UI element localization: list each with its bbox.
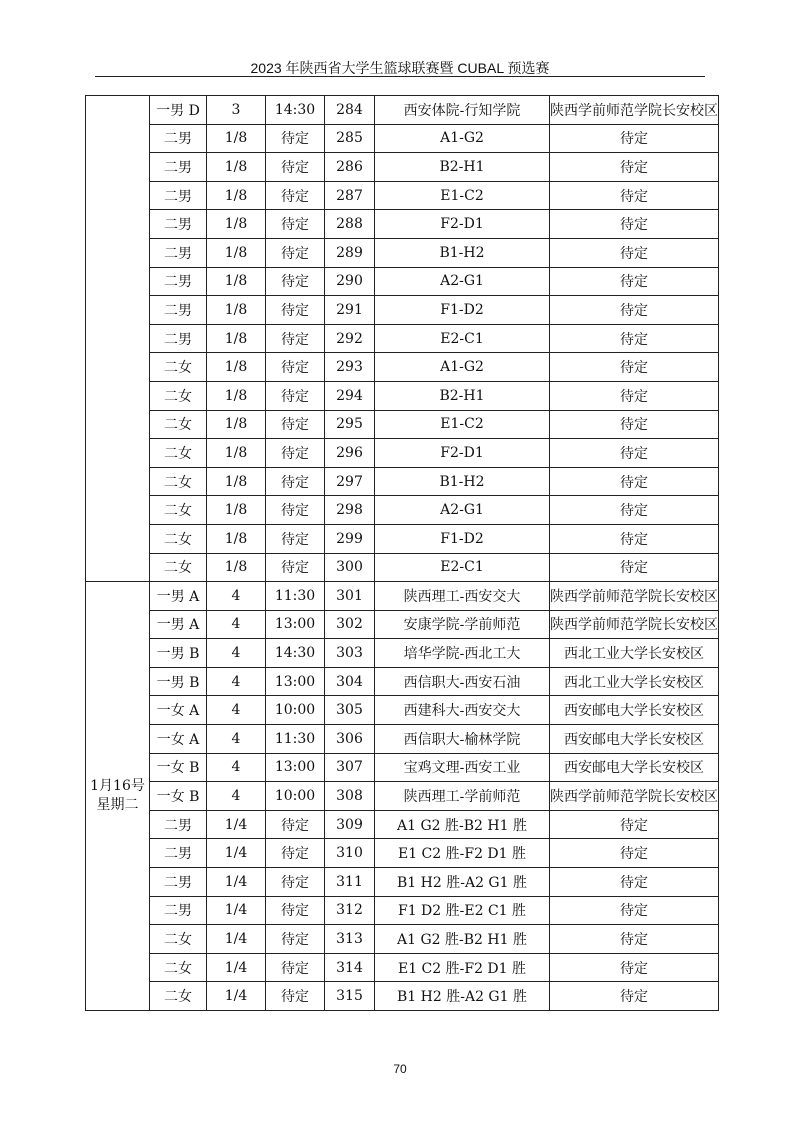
venue-cell: 待定	[550, 238, 719, 267]
match-number-cell: 297	[325, 467, 375, 496]
match-number-cell: 301	[325, 582, 375, 611]
round-cell: 1/8	[207, 124, 266, 153]
round-cell: 1/4	[207, 925, 266, 954]
time-cell: 待定	[266, 439, 325, 468]
time-cell: 待定	[266, 553, 325, 582]
match-number-cell: 313	[325, 925, 375, 954]
table-row	[86, 982, 719, 1011]
match-number-cell: 286	[325, 153, 375, 182]
round-cell: 1/8	[207, 553, 266, 582]
venue-cell: 待定	[550, 296, 719, 325]
time-cell: 待定	[266, 953, 325, 982]
venue-cell: 西北工业大学长安校区	[550, 639, 719, 668]
time-cell: 11:30	[266, 582, 325, 611]
group-cell: 一女 A	[150, 696, 207, 725]
matchup-cell: A1-G2	[375, 124, 550, 153]
matchup-cell: F1 D2 胜-E2 C1 胜	[375, 896, 550, 925]
table-row	[86, 296, 719, 325]
match-number-cell: 309	[325, 810, 375, 839]
round-cell: 4	[207, 639, 266, 668]
venue-cell: 西北工业大学长安校区	[550, 667, 719, 696]
table-row	[86, 725, 719, 754]
round-cell: 3	[207, 96, 266, 125]
group-cell: 二女	[150, 353, 207, 382]
time-cell: 10:00	[266, 696, 325, 725]
group-cell: 一女 A	[150, 725, 207, 754]
match-number-cell: 288	[325, 210, 375, 239]
match-number-cell: 304	[325, 667, 375, 696]
matchup-cell: 西信职大-榆林学院	[375, 725, 550, 754]
time-cell: 待定	[266, 181, 325, 210]
venue-cell: 西安邮电大学长安校区	[550, 753, 719, 782]
date-cell	[86, 582, 150, 1011]
table-row	[86, 839, 719, 868]
table-row	[86, 353, 719, 382]
venue-cell: 待定	[550, 439, 719, 468]
table-row	[86, 553, 719, 582]
matchup-cell: A2-G1	[375, 267, 550, 296]
venue-cell: 待定	[550, 124, 719, 153]
group-cell: 一男 A	[150, 582, 207, 611]
time-cell: 待定	[266, 982, 325, 1011]
time-cell: 待定	[266, 324, 325, 353]
schedule-table	[85, 95, 719, 1011]
round-cell: 1/8	[207, 381, 266, 410]
group-cell: 一女 B	[150, 782, 207, 811]
match-number-cell: 295	[325, 410, 375, 439]
table-row	[86, 639, 719, 668]
venue-cell: 待定	[550, 324, 719, 353]
time-cell: 14:30	[266, 96, 325, 125]
venue-cell: 待定	[550, 267, 719, 296]
match-number-cell: 289	[325, 238, 375, 267]
group-cell: 二女	[150, 524, 207, 553]
group-cell: 二女	[150, 439, 207, 468]
matchup-cell: E1 C2 胜-F2 D1 胜	[375, 953, 550, 982]
matchup-cell: B1 H2 胜-A2 G1 胜	[375, 868, 550, 897]
round-cell: 4	[207, 696, 266, 725]
table-row	[86, 439, 719, 468]
table-row	[86, 810, 719, 839]
round-cell: 1/8	[207, 524, 266, 553]
venue-cell: 待定	[550, 153, 719, 182]
group-cell: 二女	[150, 982, 207, 1011]
matchup-cell: A1 G2 胜-B2 H1 胜	[375, 810, 550, 839]
time-cell: 14:30	[266, 639, 325, 668]
table-row	[86, 868, 719, 897]
matchup-cell: 安康学院-学前师范	[375, 610, 550, 639]
matchup-cell: F1-D2	[375, 296, 550, 325]
match-number-cell: 305	[325, 696, 375, 725]
round-cell: 1/8	[207, 153, 266, 182]
venue-cell: 陕西学前师范学院长安校区	[550, 610, 719, 639]
group-cell: 二男	[150, 324, 207, 353]
matchup-cell: F1-D2	[375, 524, 550, 553]
time-cell: 待定	[266, 238, 325, 267]
round-cell: 1/4	[207, 868, 266, 897]
table-row	[86, 124, 719, 153]
group-cell: 二男	[150, 181, 207, 210]
table-row	[86, 582, 719, 611]
venue-cell: 待定	[550, 839, 719, 868]
venue-cell: 待定	[550, 810, 719, 839]
page-header: 2023 年陕西省大学生篮球联赛暨 CUBAL 预选赛	[250, 60, 550, 76]
time-cell: 待定	[266, 925, 325, 954]
match-number-cell: 310	[325, 839, 375, 868]
matchup-cell: B2-H1	[375, 381, 550, 410]
match-number-cell: 311	[325, 868, 375, 897]
time-cell: 待定	[266, 381, 325, 410]
table-row	[86, 467, 719, 496]
round-cell: 1/8	[207, 267, 266, 296]
round-cell: 4	[207, 610, 266, 639]
venue-cell: 待定	[550, 982, 719, 1011]
group-cell: 二男	[150, 267, 207, 296]
round-cell: 1/8	[207, 238, 266, 267]
match-number-cell: 294	[325, 381, 375, 410]
round-cell: 4	[207, 582, 266, 611]
round-cell: 1/4	[207, 839, 266, 868]
group-cell: 二男	[150, 296, 207, 325]
time-cell: 待定	[266, 896, 325, 925]
venue-cell: 待定	[550, 210, 719, 239]
group-cell: 二男	[150, 238, 207, 267]
group-cell: 二女	[150, 925, 207, 954]
match-number-cell: 315	[325, 982, 375, 1011]
group-cell: 二男	[150, 210, 207, 239]
match-number-cell: 298	[325, 496, 375, 525]
table-row	[86, 267, 719, 296]
table-row	[86, 238, 719, 267]
time-cell: 13:00	[266, 610, 325, 639]
time-cell: 11:30	[266, 725, 325, 754]
venue-cell: 陕西学前师范学院长安校区	[550, 782, 719, 811]
match-number-cell: 296	[325, 439, 375, 468]
group-cell: 一男 B	[150, 667, 207, 696]
time-cell: 13:00	[266, 667, 325, 696]
round-cell: 1/8	[207, 324, 266, 353]
round-cell: 1/4	[207, 810, 266, 839]
venue-cell: 待定	[550, 896, 719, 925]
matchup-cell: B2-H1	[375, 153, 550, 182]
matchup-cell: B1-H2	[375, 238, 550, 267]
matchup-cell: E2-C1	[375, 553, 550, 582]
table-row	[86, 210, 719, 239]
group-cell: 二男	[150, 896, 207, 925]
group-cell: 二男	[150, 810, 207, 839]
table-row	[86, 925, 719, 954]
matchup-cell: 培华学院-西北工大	[375, 639, 550, 668]
venue-cell: 待定	[550, 410, 719, 439]
group-cell: 二女	[150, 553, 207, 582]
time-cell: 待定	[266, 124, 325, 153]
match-number-cell: 285	[325, 124, 375, 153]
time-cell: 待定	[266, 210, 325, 239]
matchup-cell: F2-D1	[375, 210, 550, 239]
matchup-cell: E2-C1	[375, 324, 550, 353]
match-number-cell: 302	[325, 610, 375, 639]
header-rule	[95, 76, 705, 77]
group-cell: 一男 A	[150, 610, 207, 639]
matchup-cell: B1-H2	[375, 467, 550, 496]
round-cell: 4	[207, 753, 266, 782]
time-cell: 待定	[266, 410, 325, 439]
group-cell: 二男	[150, 124, 207, 153]
round-cell: 4	[207, 667, 266, 696]
round-cell: 1/4	[207, 953, 266, 982]
venue-cell: 待定	[550, 553, 719, 582]
time-cell: 13:00	[266, 753, 325, 782]
venue-cell: 待定	[550, 868, 719, 897]
round-cell: 1/4	[207, 896, 266, 925]
match-number-cell: 287	[325, 181, 375, 210]
date-cell	[86, 96, 150, 582]
table-row	[86, 696, 719, 725]
group-cell: 一女 B	[150, 753, 207, 782]
table-row	[86, 153, 719, 182]
matchup-cell: 宝鸡文理-西安工业	[375, 753, 550, 782]
table-row	[86, 381, 719, 410]
matchup-cell: E1-C2	[375, 181, 550, 210]
match-number-cell: 293	[325, 353, 375, 382]
matchup-cell: 陕西理工-学前师范	[375, 782, 550, 811]
venue-cell: 待定	[550, 353, 719, 382]
table-row	[86, 953, 719, 982]
venue-cell: 待定	[550, 524, 719, 553]
time-cell: 10:00	[266, 782, 325, 811]
group-cell: 二女	[150, 410, 207, 439]
group-cell: 二女	[150, 467, 207, 496]
match-number-cell: 292	[325, 324, 375, 353]
table-row	[86, 524, 719, 553]
date-label: 1月16号	[90, 778, 145, 795]
match-number-cell: 306	[325, 725, 375, 754]
group-cell: 二男	[150, 153, 207, 182]
matchup-cell: 西建科大-西安交大	[375, 696, 550, 725]
round-cell: 1/8	[207, 181, 266, 210]
time-cell: 待定	[266, 496, 325, 525]
table-row	[86, 96, 719, 125]
time-cell: 待定	[266, 467, 325, 496]
time-cell: 待定	[266, 267, 325, 296]
table-row	[86, 753, 719, 782]
round-cell: 1/8	[207, 410, 266, 439]
time-cell: 待定	[266, 839, 325, 868]
group-cell: 二男	[150, 868, 207, 897]
venue-cell: 待定	[550, 467, 719, 496]
time-cell: 待定	[266, 353, 325, 382]
matchup-cell: A1-G2	[375, 353, 550, 382]
venue-cell: 西安邮电大学长安校区	[550, 725, 719, 754]
table-row	[86, 324, 719, 353]
match-number-cell: 300	[325, 553, 375, 582]
group-cell: 一男 B	[150, 639, 207, 668]
match-number-cell: 307	[325, 753, 375, 782]
venue-cell: 西安邮电大学长安校区	[550, 696, 719, 725]
matchup-cell: F2-D1	[375, 439, 550, 468]
venue-cell: 待定	[550, 925, 719, 954]
group-cell: 一男 D	[150, 96, 207, 125]
round-cell: 1/4	[207, 982, 266, 1011]
round-cell: 1/8	[207, 496, 266, 525]
round-cell: 1/8	[207, 296, 266, 325]
matchup-cell: E1 C2 胜-F2 D1 胜	[375, 839, 550, 868]
match-number-cell: 303	[325, 639, 375, 668]
time-cell: 待定	[266, 868, 325, 897]
time-cell: 待定	[266, 810, 325, 839]
group-cell: 二女	[150, 496, 207, 525]
match-number-cell: 308	[325, 782, 375, 811]
page-number: 70	[393, 1062, 407, 1076]
venue-cell: 待定	[550, 953, 719, 982]
venue-cell: 待定	[550, 496, 719, 525]
venue-cell: 陕西学前师范学院长安校区	[550, 582, 719, 611]
venue-cell: 陕西学前师范学院长安校区	[550, 96, 719, 125]
matchup-cell: A1 G2 胜-B2 H1 胜	[375, 925, 550, 954]
round-cell: 4	[207, 782, 266, 811]
group-cell: 二女	[150, 381, 207, 410]
group-cell: 二男	[150, 839, 207, 868]
time-cell: 待定	[266, 524, 325, 553]
table-row	[86, 667, 719, 696]
table-row	[86, 782, 719, 811]
time-cell: 待定	[266, 296, 325, 325]
table-row	[86, 181, 719, 210]
table-row	[86, 896, 719, 925]
match-number-cell: 314	[325, 953, 375, 982]
match-number-cell: 299	[325, 524, 375, 553]
group-cell: 二女	[150, 953, 207, 982]
round-cell: 1/8	[207, 439, 266, 468]
round-cell: 1/8	[207, 210, 266, 239]
round-cell: 1/8	[207, 353, 266, 382]
table-row	[86, 610, 719, 639]
match-number-cell: 312	[325, 896, 375, 925]
round-cell: 1/8	[207, 467, 266, 496]
weekday-label: 星期二	[96, 797, 139, 814]
match-number-cell: 291	[325, 296, 375, 325]
round-cell: 4	[207, 725, 266, 754]
table-row	[86, 496, 719, 525]
matchup-cell: E1-C2	[375, 410, 550, 439]
matchup-cell: B1 H2 胜-A2 G1 胜	[375, 982, 550, 1011]
venue-cell: 待定	[550, 381, 719, 410]
table-row	[86, 410, 719, 439]
matchup-cell: A2-G1	[375, 496, 550, 525]
matchup-cell: 陕西理工-西安交大	[375, 582, 550, 611]
matchup-cell: 西安体院-行知学院	[375, 96, 550, 125]
match-number-cell: 284	[325, 96, 375, 125]
time-cell: 待定	[266, 153, 325, 182]
match-number-cell: 290	[325, 267, 375, 296]
matchup-cell: 西信职大-西安石油	[375, 667, 550, 696]
venue-cell: 待定	[550, 181, 719, 210]
